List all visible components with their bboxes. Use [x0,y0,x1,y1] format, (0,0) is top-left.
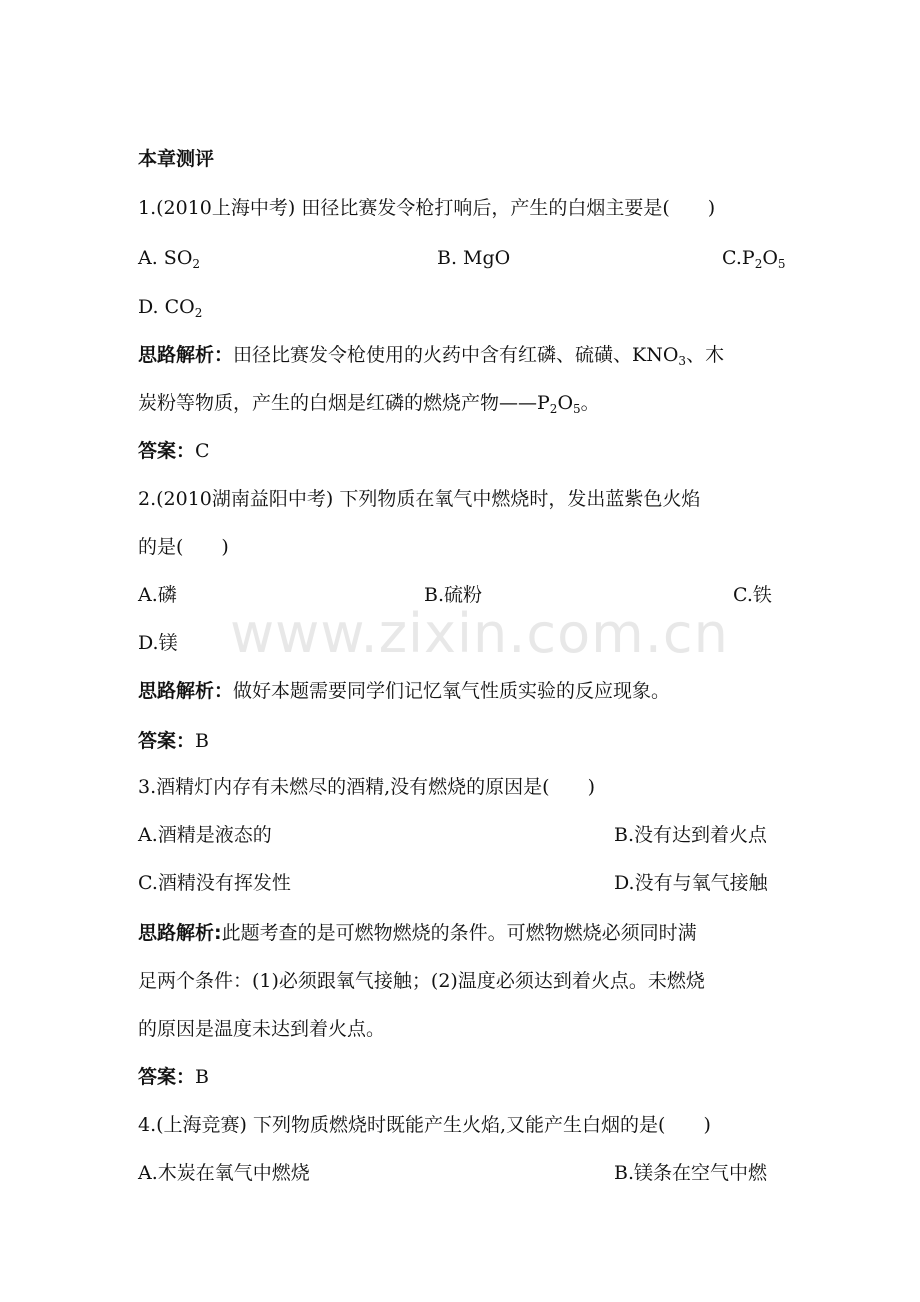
watermark: www.zixin.com.cn [230,602,729,665]
question-2-stem-line-2: 的是( ) [138,536,229,558]
question-4-option-b: B.镁条在空气中燃 [614,1162,768,1184]
question-3-analysis-line-2: 足两个条件：(1)必须跟氧气接触；(2)温度必须达到着火点。未燃烧 [138,970,705,992]
question-3-option-a: A.酒精是液态的 [138,824,272,846]
question-3-answer: 答案：B [138,1066,209,1088]
question-1-option-c: $C.P_2O_5$ [722,247,786,271]
question-2-analysis: 思路解析：做好本题需要同学们记忆氧气性质实验的反应现象。 [138,680,671,702]
question-2-option-d: D.镁 [138,632,178,654]
question-2-option-a: A.磷 [138,584,177,606]
question-4-option-a: A.木炭在氧气中燃烧 [138,1162,310,1184]
question-3-option-b: B.没有达到着火点 [614,824,768,846]
question-1-answer: 答案：C [138,440,210,462]
question-3-stem: 3.酒精灯内存有未燃尽的酒精,没有燃烧的原因是( ) [138,776,595,798]
question-3-analysis-line-3: 的原因是温度未达到着火点。 [138,1018,386,1040]
question-2-stem-line-1: 2.(2010湖南益阳中考) 下列物质在氧气中燃烧时，发出蓝紫色火焰 [138,488,701,510]
question-3-option-d: D.没有与氧气接触 [614,872,768,894]
question-1-option-a: A. $SO_2$ [138,247,201,271]
chapter-title: 本章测评 [138,148,215,170]
question-1-option-b: B. MgO [437,247,511,269]
question-1-analysis-line-2: 炭粉等物质，产生的白烟是红磷的燃烧产物$——P_2O_5$。 [138,392,600,416]
question-2-answer: 答案：B [138,730,209,752]
question-1-analysis-line-1: 思路解析：田径比赛发令枪使用的火药中含有红磷、硫磺、$KNO_3$、木 [138,344,725,368]
question-3-option-c: C.酒精没有挥发性 [138,872,291,894]
question-2-option-b: B.硫粉 [424,584,483,606]
question-1-option-d: D. $CO_2$ [138,296,203,320]
question-4-stem: 4.(上海竞赛) 下列物质燃烧时既能产生火焰,又能产生白烟的是( ) [138,1114,711,1136]
question-3-analysis-line-1: 思路解析:此题考查的是可燃物燃烧的条件。可燃物燃烧必须同时满 [138,922,697,944]
question-2-option-c: C.铁 [733,584,772,606]
question-1-stem: 1.(2010上海中考) 田径比赛发令枪打响后，产生的白烟主要是( ) [138,197,716,219]
